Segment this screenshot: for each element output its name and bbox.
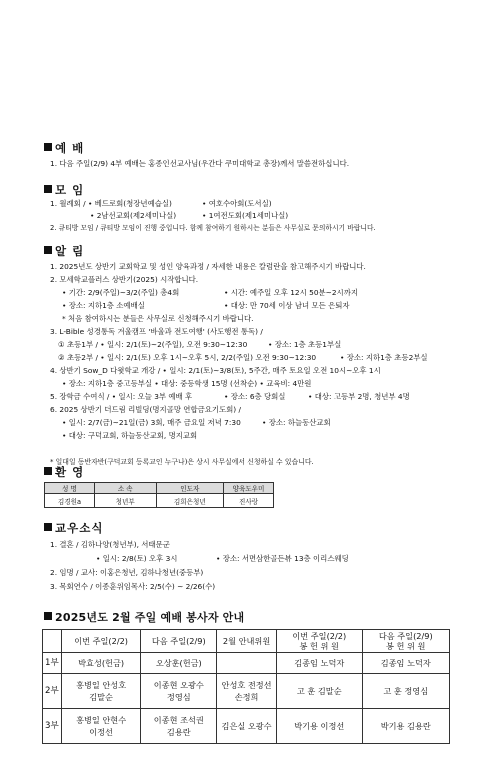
notice-line: ② 초등2부 / • 일시: 2/1(토) 오후 1시~오후 5시, 2/2(주일) 오전 9:30~12:30 — [58, 353, 317, 362]
service-row — [43, 653, 450, 674]
section-title-news: 교우소식 — [44, 520, 103, 536]
service-cell — [217, 653, 277, 674]
square-bullet-icon — [44, 467, 52, 475]
notice-line: 5. 장학금 수여식 / • 일시: 오늘 3부 예배 후 — [50, 392, 193, 401]
service-table — [42, 629, 450, 744]
notice-line: ① 초등1부 / • 일시: 2/1(토)~2(주일), 오전 9:30~12:30 — [58, 340, 248, 349]
square-bullet-icon — [44, 143, 52, 151]
notice-line: • 장소: 지하1층 중고등부실 • 대상: 중등학생 15명 (선착순) • 교육비: 4만원 — [62, 379, 312, 388]
welcome-cell: 김희은청년 — [156, 494, 223, 508]
notice-line: * 일대일 동반자반(구덕교회 등록교인 누구나)은 상시 사무실에서 신청하실 수 있습니다. — [50, 458, 314, 466]
service-cell: 안성호 전정선 손정희 — [217, 674, 277, 709]
notice-line: * 처음 참여하시는 분들은 사무실로 신청해주시기 바랍니다. — [62, 314, 254, 323]
service-cell: 홍병일 안현수 이정선 — [61, 709, 141, 744]
service-header-cell: 다음 주일(2/9) — [141, 630, 217, 653]
welcome-table — [44, 482, 274, 508]
notice-line: • 시간: 예주일 오후 12시 50분~2시까지 — [224, 288, 358, 297]
service-row-label: 1부 — [43, 653, 62, 674]
service-cell: 고 훈 정영심 — [362, 674, 450, 709]
service-header-line: 다음 주일(2/9) — [378, 631, 433, 641]
welcome-cell: 김경원a — [45, 494, 95, 508]
service-cell: 이종현 조석권 김용란 — [141, 709, 217, 744]
service-cell: 박기용 이정선 — [276, 709, 362, 744]
notice-line: • 장소: 6층 당회실 — [224, 392, 286, 401]
notice-line: 4. 상반기 Sow_D 다윗학교 개강 / • 일시: 2/1(토)~3/8(토), 5주간, 매주 토요일 오전 10시~오후 1시 — [50, 366, 381, 375]
meeting-line: 2. 큐티방 모임 / 큐티방 모임이 진행 중입니다. 함께 참여하기 원하시는 분들은 사무실로 문의하시기 바랍니다. — [50, 224, 376, 232]
welcome-header-row — [45, 483, 274, 494]
news-line: 3. 목회연수 / 이종훈위임목사: 2/5(수) ~ 2/26(수) — [50, 582, 216, 591]
notice-line: • 일시: 2/7(금)~21일(금) 3회, 매주 금요일 저녁 7:30 — [62, 418, 241, 427]
service-cell: 김종임 노덕자 — [276, 653, 362, 674]
service-cell: 김은실 오광수 — [217, 709, 277, 744]
service-cell: 이종현 오광수 정영심 — [141, 674, 217, 709]
welcome-header-cell: 인도자 — [156, 483, 223, 494]
welcome-header-cell: 양육도우미 — [224, 483, 274, 494]
service-row-label: 2부 — [43, 674, 62, 709]
section-title-welcome-label: 환 영 — [44, 464, 84, 480]
meeting-line: 1. 월례회 / • 베드로회(청장년예습실) — [50, 199, 172, 208]
service-row-label: 3부 — [43, 709, 62, 744]
section-title-service: 2025년도 2월 주일 예배 봉사자 안내 — [44, 609, 244, 625]
service-row — [43, 674, 450, 709]
welcome-header-cell: 소 속 — [94, 483, 156, 494]
notice-line: 6. 2025 상반기 더드림 리빌딩(명지골망 연합금요기도회) / — [50, 405, 242, 414]
notice-line: • 기간: 2/9(주일)~3/2(주일) 총4회 — [62, 288, 180, 297]
square-bullet-icon — [44, 185, 52, 193]
meeting-line: • 여호수아회(도서실) — [202, 199, 272, 208]
notice-line: • 장소: 지하1층 소예배실 — [62, 301, 145, 310]
service-cell: 홍병일 안성호 김말순 — [61, 674, 141, 709]
service-header-cell — [362, 630, 450, 653]
notice-line: 2. 모세학교플러스 상반기(2025) 시작합니다. — [50, 275, 199, 284]
section-title-notice: 알 림 — [44, 243, 84, 259]
square-bullet-icon — [44, 246, 52, 254]
notice-line: 3. L-Bible 성경통독 겨울캠프 '바울과 전도여행' (사도행전 통독) / — [50, 327, 263, 336]
service-cell: 김종임 노덕자 — [362, 653, 450, 674]
notice-line: • 장소: 하늘동산교회 — [262, 418, 331, 427]
service-header-line: 봉 헌 위 원 — [299, 641, 339, 651]
square-bullet-icon — [44, 523, 52, 531]
section-title-meeting: 모 임 — [44, 182, 84, 198]
service-header-line: 봉 헌 위 원 — [386, 641, 426, 651]
welcome-header-cell: 성 명 — [45, 483, 95, 494]
service-header-cell: 2월 안내위원 — [217, 630, 277, 653]
meeting-line: • 1여전도회(제1세미나실) — [202, 211, 289, 220]
notice-line: • 대상: 구덕교회, 하늘동산교회, 명지교회 — [62, 431, 198, 440]
news-line: • 장소: 서면삼한골든뷰 13층 이리스웨딩 — [216, 554, 349, 563]
news-line: • 일시: 2/8(토) 오후 3시 — [96, 554, 178, 563]
service-cell: 고 훈 김말순 — [276, 674, 362, 709]
service-header-line: 이번 주일(2/2) — [292, 631, 347, 641]
service-header-cell — [276, 630, 362, 653]
square-bullet-icon — [44, 612, 52, 620]
service-cell: 박기용 김용란 — [362, 709, 450, 744]
service-cell: 오상훈(헌금) — [141, 653, 217, 674]
notice-line: • 대상: 고등부 2명, 청년부 4명 — [308, 392, 410, 401]
news-line: 1. 결혼 / 김하나양(청년부), 서태문군 — [50, 540, 170, 549]
notice-line: • 대상: 만 70세 이상 남녀 모든 은퇴자 — [224, 301, 350, 310]
notice-line: 1. 2025년도 상반기 교회학교 및 성인 양육과정 / 자세한 내용은 칼럼란을 참고해주시기 바랍니다. — [50, 262, 366, 271]
welcome-row — [45, 494, 274, 508]
news-line: 2. 임명 / 교사: 이홍은청년, 김하나청년(중등부) — [50, 568, 204, 577]
meeting-line: • 2남선교회(제2세미나실) — [90, 211, 177, 220]
welcome-cell: 진사랑 — [224, 494, 274, 508]
service-header-row — [43, 630, 450, 653]
section-title-worship: 예 배 — [44, 140, 84, 156]
service-row — [43, 709, 450, 744]
welcome-cell: 청년부 — [94, 494, 156, 508]
notice-line: • 장소: 1층 초등1부실 — [268, 340, 342, 349]
service-header-cell — [43, 630, 62, 653]
notice-line: • 장소: 지하1층 초등2부실 — [340, 353, 428, 362]
service-header-cell: 이번 주일(2/2) — [61, 630, 141, 653]
worship-item: 1. 다음 주일(2/9) 4부 예배는 홍종인선교사님(우간다 쿠미대학교 총장)께서 말씀전하십니다. — [50, 159, 350, 168]
service-cell: 박효성(헌금) — [61, 653, 141, 674]
